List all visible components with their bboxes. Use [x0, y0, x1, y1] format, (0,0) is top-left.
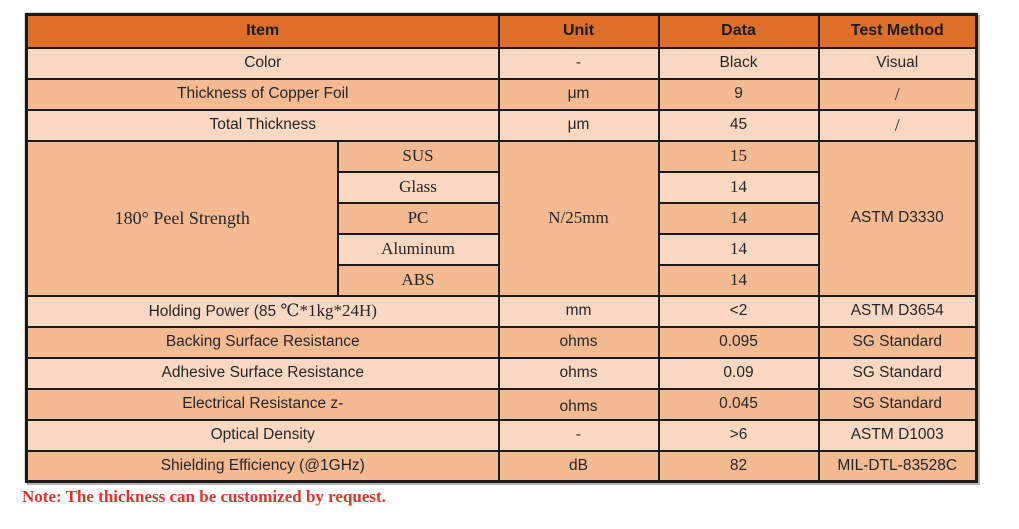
peel-strength-label-cell: 180° Peel Strength [27, 141, 338, 296]
data-cell: 0.09 [659, 358, 819, 389]
data-cell: 14 [659, 203, 819, 234]
item-cell: Color [27, 48, 499, 79]
table-row-optical-density [27, 420, 977, 451]
item-label-sans: Holding Power (85 [148, 303, 281, 321]
data-cell: 0.095 [659, 327, 819, 358]
substrate-cell: Glass [338, 172, 499, 203]
unit-cell: - [499, 420, 659, 451]
substrate-cell: PC [338, 203, 499, 234]
unit-cell: ohms [499, 389, 659, 420]
test-method-cell: SG Standard [819, 358, 977, 389]
table-row-adhesive-resistance [27, 358, 977, 389]
test-method-cell: Visual [819, 48, 977, 79]
data-cell: >6 [659, 420, 819, 451]
data-cell: Black [659, 48, 819, 79]
data-cell: 14 [659, 265, 819, 296]
item-cell: Total Thickness [27, 110, 499, 141]
unit-cell: μm [499, 110, 659, 141]
header-cell-test-method: Test Method [819, 15, 977, 48]
item-cell: Optical Density [27, 420, 499, 451]
note-text: Note: The thickness can be customized by request. [22, 487, 386, 506]
unit-cell: ohms [499, 358, 659, 389]
table-row-backing-resistance [27, 327, 977, 358]
test-method-cell: SG Standard [819, 327, 977, 358]
data-cell: 14 [659, 172, 819, 203]
table-row-color [27, 48, 977, 79]
spec-table [25, 13, 978, 483]
substrate-cell: ABS [338, 265, 499, 296]
data-cell: 0.045 [659, 389, 819, 420]
data-cell: 45 [659, 110, 819, 141]
table-row-peel-sus [27, 141, 977, 172]
substrate-cell: Aluminum [338, 234, 499, 265]
unit-cell: N/25mm [499, 141, 659, 296]
header-cell-item: Item [27, 15, 499, 48]
data-cell: 14 [659, 234, 819, 265]
unit-cell: dB [499, 451, 659, 482]
table-row-electrical-resistance-z [27, 389, 977, 420]
test-method-cell: ASTM D1003 [819, 420, 977, 451]
item-cell: Shielding Efficiency (@1GHz) [27, 451, 499, 482]
table-row-shielding-efficiency [27, 451, 977, 482]
item-cell [27, 296, 499, 327]
table-row-copper-foil-thickness [27, 79, 977, 110]
unit-cell: mm [499, 296, 659, 327]
test-method-cell: SG Standard [819, 389, 977, 420]
test-method-cell: / [819, 79, 977, 110]
unit-cell: μm [499, 79, 659, 110]
header-cell-data: Data [659, 15, 819, 48]
substrate-cell: SUS [338, 141, 499, 172]
data-cell: <2 [659, 296, 819, 327]
test-method-cell: ASTM D3330 [819, 141, 977, 296]
data-cell: 9 [659, 79, 819, 110]
table-row-holding-power [27, 296, 977, 327]
header-row [27, 15, 977, 48]
data-cell: 15 [659, 141, 819, 172]
unit-cell: ohms [499, 327, 659, 358]
item-cell: Thickness of Copper Foil [27, 79, 499, 110]
test-method-cell: / [819, 110, 977, 141]
data-cell: 82 [659, 451, 819, 482]
table-row-total-thickness [27, 110, 977, 141]
item-label-serif: ℃*1kg*24H) [280, 301, 377, 321]
test-method-cell: ASTM D3654 [819, 296, 977, 327]
item-cell: Backing Surface Resistance [27, 327, 499, 358]
unit-cell: - [499, 48, 659, 79]
test-method-cell: MIL-DTL-83528C [819, 451, 977, 482]
item-cell: Adhesive Surface Resistance [27, 358, 499, 389]
header-cell-unit: Unit [499, 15, 659, 48]
item-cell: Electrical Resistance z- [27, 389, 499, 420]
